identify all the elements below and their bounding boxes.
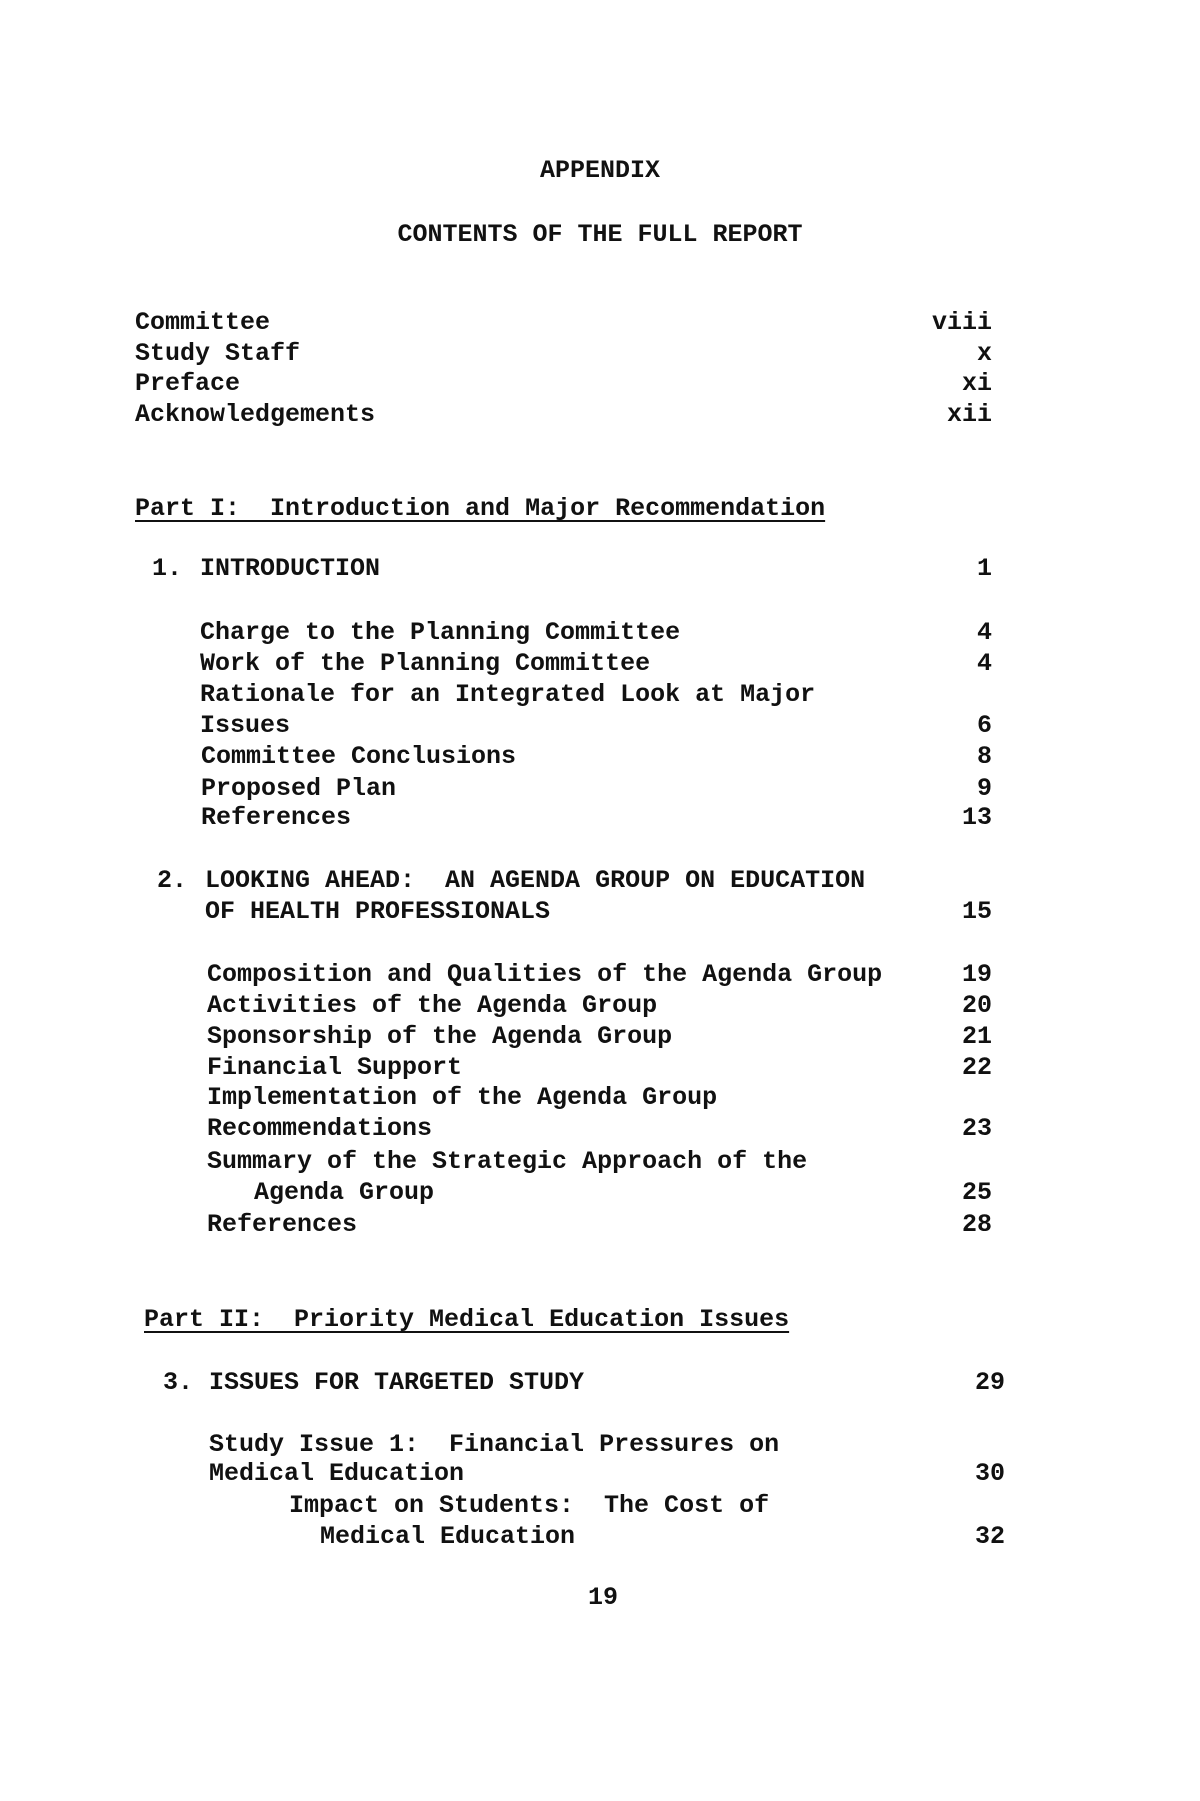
- toc-label: Acknowledgements: [135, 400, 376, 429]
- toc-page: 25: [961, 1178, 992, 1207]
- toc-label-cont: Medical Education: [209, 1459, 465, 1488]
- chapter-title-cont: OF HEALTH PROFESSIONALS: [205, 897, 551, 926]
- chapter-title: ISSUES FOR TARGETED STUDY: [209, 1368, 585, 1397]
- toc-page: 23: [961, 1114, 992, 1143]
- toc-label: Work of the Planning Committee: [200, 649, 651, 678]
- chapter-page: 1: [976, 554, 992, 583]
- toc-page: 4: [976, 618, 992, 647]
- toc-label-cont: Agenda Group: [254, 1178, 435, 1207]
- toc-label: References: [201, 803, 352, 832]
- page-number: 19: [587, 1583, 618, 1612]
- toc-label: Implementation of the Agenda Group: [207, 1083, 718, 1112]
- part2-heading: Part II: Priority Medical Education Issues: [144, 1305, 790, 1334]
- toc-page: 28: [961, 1210, 992, 1239]
- toc-page: 32: [974, 1522, 1005, 1551]
- toc-label: Study Staff: [135, 339, 301, 368]
- toc-label: Financial Support: [207, 1053, 463, 1082]
- part1-heading: Part I: Introduction and Major Recommendation: [135, 494, 826, 523]
- toc-page: x: [976, 339, 992, 368]
- chapter-title: LOOKING AHEAD: AN AGENDA GROUP ON EDUCATION: [205, 866, 866, 895]
- chapter-page: 15: [961, 897, 992, 926]
- toc-page: 22: [961, 1053, 992, 1082]
- toc-label: Rationale for an Integrated Look at Major: [200, 680, 816, 709]
- chapter-number: 3.: [163, 1368, 194, 1397]
- page-title: CONTENTS OF THE FULL REPORT: [397, 220, 803, 249]
- chapter-number: 2.: [157, 866, 188, 895]
- toc-label: Charge to the Planning Committee: [200, 618, 681, 647]
- toc-label: Sponsorship of the Agenda Group: [207, 1022, 673, 1051]
- toc-label: Study Issue 1: Financial Pressures on: [209, 1430, 780, 1459]
- toc-label: Committee Conclusions: [201, 742, 517, 771]
- toc-page: 20: [961, 991, 992, 1020]
- toc-page: 30: [974, 1459, 1005, 1488]
- chapter-title: INTRODUCTION: [200, 554, 381, 583]
- toc-label-cont: Medical Education: [320, 1522, 576, 1551]
- toc-page: 8: [976, 742, 992, 771]
- toc-label: Impact on Students: The Cost of: [289, 1491, 770, 1520]
- chapter-page: 29: [974, 1368, 1005, 1397]
- toc-label: Activities of the Agenda Group: [207, 991, 658, 1020]
- toc-label: Proposed Plan: [201, 774, 397, 803]
- toc-page: 4: [976, 649, 992, 678]
- appendix-heading: APPENDIX: [539, 156, 661, 185]
- toc-page: xi: [961, 369, 992, 398]
- toc-page: 19: [961, 960, 992, 989]
- toc-page: 6: [976, 711, 992, 740]
- toc-label-cont: Recommendations: [207, 1114, 433, 1143]
- toc-page: 21: [961, 1022, 992, 1051]
- toc-page: xii: [946, 400, 992, 429]
- toc-label: Committee: [135, 308, 271, 337]
- chapter-number: 1.: [152, 554, 183, 583]
- toc-label: References: [207, 1210, 358, 1239]
- toc-label: Preface: [135, 369, 241, 398]
- toc-page: 13: [961, 803, 992, 832]
- toc-label-cont: Issues: [200, 711, 291, 740]
- toc-page: 9: [976, 774, 992, 803]
- toc-label: Summary of the Strategic Approach of the: [207, 1147, 808, 1176]
- toc-page: viii: [931, 308, 992, 337]
- toc-label: Composition and Qualities of the Agenda Group: [207, 960, 883, 989]
